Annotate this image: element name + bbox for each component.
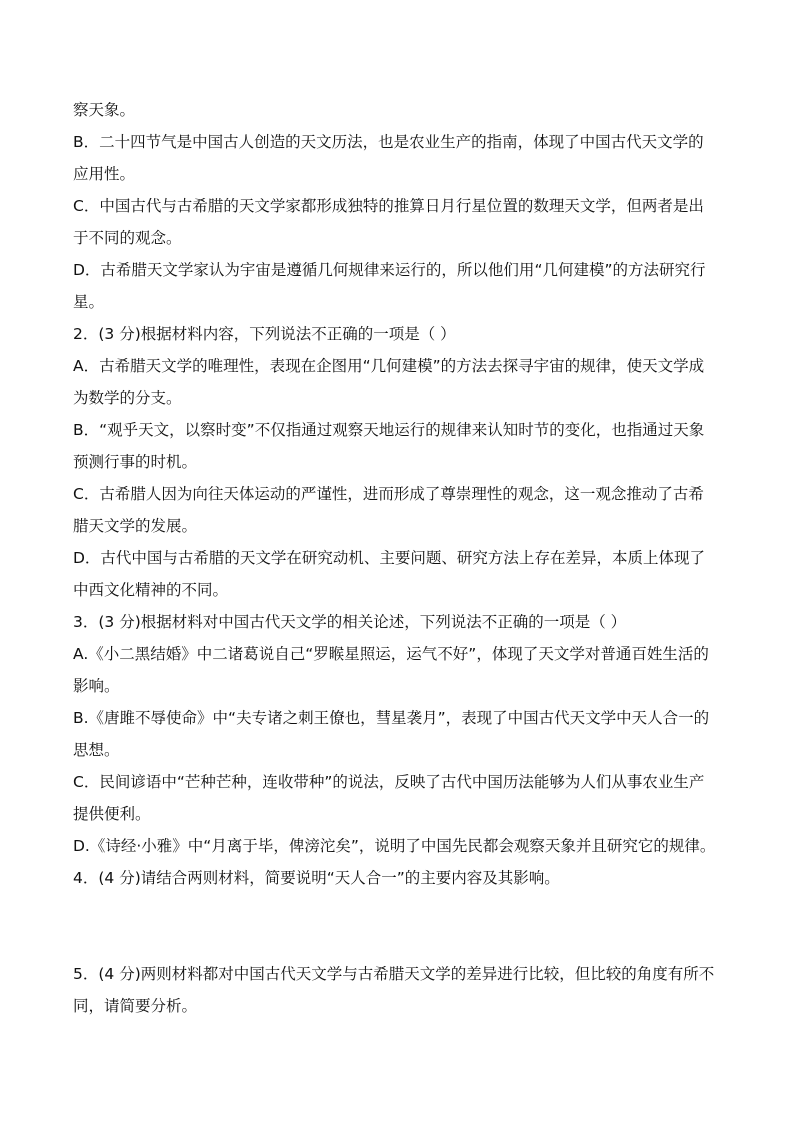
q3-option-a-line2: 影响。: [73, 677, 120, 695]
q2-option-a-line2: 为数学的分支。: [73, 389, 182, 407]
q3-option-b-line2: 思想。: [73, 741, 120, 759]
q3-option-d-line1: D.《诗经·小雅》中“月离于毕，俾滂沱矣”，说明了中国先民都会观察天象并且研究它的规律。: [73, 837, 716, 855]
q5-stem-line2: 同，请简要分析。: [73, 997, 198, 1015]
q1-option-d-line2: 星。: [73, 293, 105, 311]
q1-option-b-line1: B．二十四节气是中国古人创造的天文历法，也是农业生产的指南，体现了中国古代天文学的: [73, 133, 704, 151]
q3-option-c-line1: C．民间谚语中“芒种芒种，连收带种”的说法，反映了古代中国历法能够为人们从事农业生产: [73, 773, 705, 791]
q4-stem: 4．(4 分)请结合两则材料，简要说明“天人合一”的主要内容及其影响。: [73, 869, 560, 887]
q2-stem: 2．(3 分)根据材料内容，下列说法不正确的一项是（ ）: [73, 325, 456, 343]
q2-option-c-line2: 腊天文学的发展。: [73, 517, 198, 535]
q3-option-a-line1: A.《小二黑结婚》中二诸葛说自己“罗睺星照运，运气不好”，体现了天文学对普通百姓生活的: [73, 645, 709, 663]
q3-option-b-line1: B.《唐雎不辱使命》中“夫专诸之刺王僚也，彗星袭月”，表现了中国古代天文学中天人合一的: [73, 709, 710, 727]
q2-option-d-line1: D．古代中国与古希腊的天文学在研究动机、主要问题、研究方法上存在差异，本质上体现了: [73, 549, 705, 567]
q5-stem-line1: 5．(4 分)两则材料都对中国古代天文学与古希腊天文学的差异进行比较，但比较的角度有所不: [73, 965, 715, 983]
q1-option-b-line2: 应用性。: [73, 165, 136, 183]
q1-option-c-line1: C．中国古代与古希腊的天文学家都形成独特的推算日月行星位置的数理天文学，但两者是出: [73, 197, 704, 215]
q2-option-c-line1: C．古希腊人因为向往天体运动的严谨性，进而形成了尊崇理性的观念，这一观念推动了古希: [73, 485, 704, 503]
q1-continuation-text: 察天象。: [73, 101, 136, 119]
q2-option-b-line2: 预测行事的时机。: [73, 453, 198, 471]
q1-option-d-line1: D．古希腊天文学家认为宇宙是遵循几何规律来运行的，所以他们用“几何建模”的方法研究行: [73, 261, 706, 279]
q3-option-c-line2: 提供便利。: [73, 805, 151, 823]
q2-option-a-line1: A．古希腊天文学的唯理性，表现在企图用“几何建模”的方法去探寻宇宙的规律，使天文学成: [73, 357, 705, 375]
q1-option-c-line2: 于不同的观念。: [73, 229, 182, 247]
q2-option-b-line1: B．“观乎天文，以察时变”不仅指通过观察天地运行的规律来认知时节的变化，也指通过天象: [73, 421, 705, 439]
q2-option-d-line2: 中西文化精神的不同。: [73, 581, 229, 599]
q3-stem: 3．(3 分)根据材料对中国古代天文学的相关论述，下列说法不正确的一项是（ ）: [73, 613, 627, 631]
